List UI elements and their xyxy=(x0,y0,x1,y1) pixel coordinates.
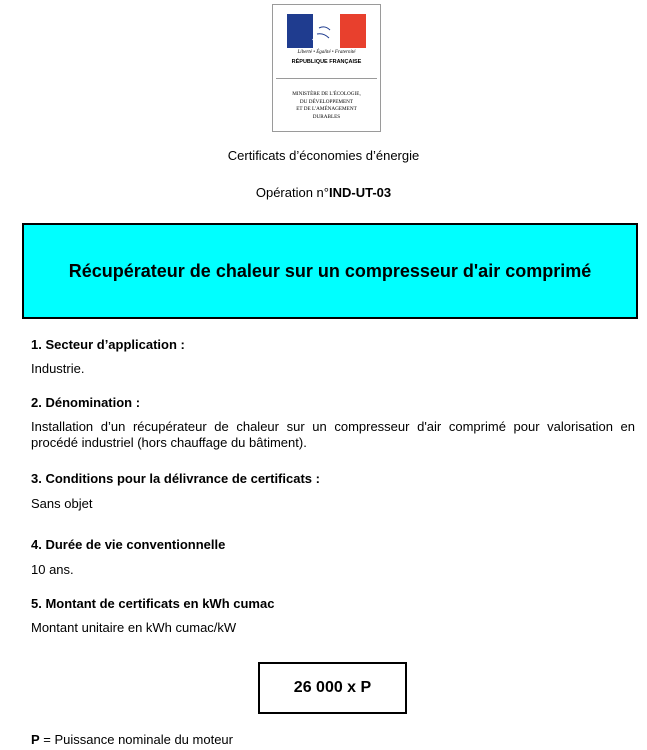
section-4-heading: 4. Durée de vie conventionnelle xyxy=(31,537,226,552)
marianne-flag-emblem xyxy=(287,14,366,48)
section-2-text: Installation d’un récupérateur de chaleur sur un compresseur d'air comprimé pour valorisation en procédé industriel (hors chauffage du bâtiment). xyxy=(31,419,635,450)
section-2-heading: 2. Dénomination : xyxy=(31,395,141,410)
operation-code: IND-UT-03 xyxy=(329,185,392,200)
section-3-heading: 3. Conditions pour la délivrance de certificats : xyxy=(31,471,320,486)
formula-symbol: P xyxy=(31,732,40,747)
logo-republic: RÉPUBLIQUE FRANÇAISE xyxy=(291,59,362,65)
formula-legend xyxy=(31,732,233,748)
operation-prefix: Opération n° xyxy=(255,185,329,200)
section-4-text: 10 ans. xyxy=(31,562,74,577)
section-3-text: Sans objet xyxy=(31,496,93,511)
logo-divider xyxy=(276,78,377,79)
title-banner xyxy=(22,223,638,319)
section-5-text: Montant unitaire en kWh cumac/kW xyxy=(31,620,237,635)
section-5-heading: 5. Montant de certificats en kWh cumac xyxy=(31,596,275,611)
page-title: Récupérateur de chaleur sur un compresseur d'air comprimé xyxy=(68,260,592,281)
certificate-formula-box xyxy=(258,662,407,714)
document-subtitle: Certificats d’économies d’énergie xyxy=(227,148,420,163)
section-1-text: Industrie. xyxy=(31,361,85,376)
logo-ministry: MINISTÈRE DE L'ÉCOLOGIE, DU DÉVELOPPEMENT ET DE L'AMÉNAGEMENT DURABLES xyxy=(292,91,361,120)
operation-number xyxy=(0,185,647,200)
logo-motto: Liberté • Égalité • Fraternité xyxy=(297,50,356,55)
republique-francaise-logo xyxy=(272,4,381,132)
formula-symbol-definition: = Puissance nominale du moteur xyxy=(39,732,233,747)
section-1-heading: 1. Secteur d’application : xyxy=(31,337,185,352)
certificate-formula: 26 000 x P xyxy=(293,679,372,696)
marianne-profile-icon xyxy=(287,14,366,48)
